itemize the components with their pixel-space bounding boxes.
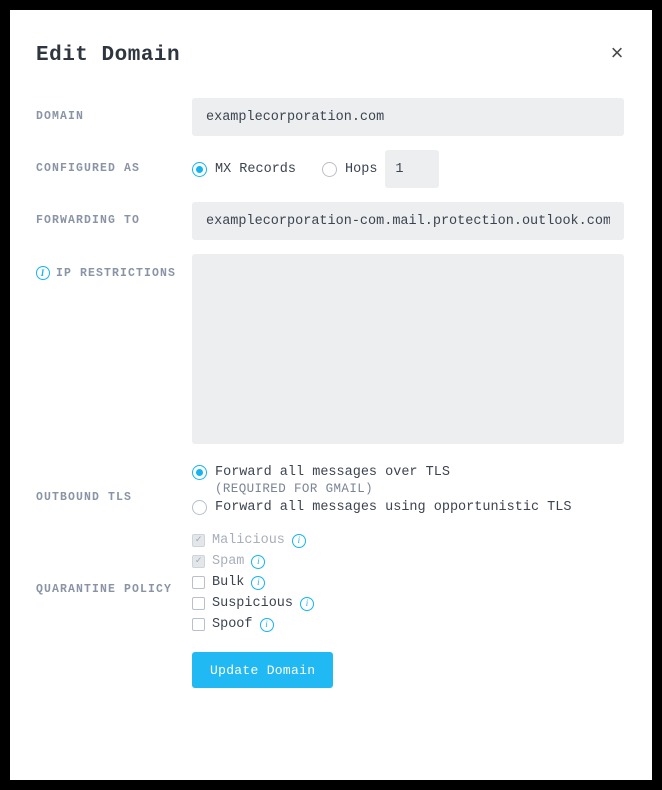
domain-field-wrap — [192, 98, 652, 136]
domain-label: DOMAIN — [36, 110, 85, 123]
info-icon[interactable]: i — [251, 555, 265, 569]
ip-restrictions-field-wrap — [192, 254, 652, 449]
info-icon[interactable]: i — [260, 618, 274, 632]
forwarding-to-field-wrap — [192, 202, 652, 240]
info-icon[interactable]: I — [36, 266, 50, 280]
info-icon[interactable]: i — [300, 597, 314, 611]
configured-as-label: CONFIGURED AS — [36, 162, 141, 175]
quarantine-policy-label: QUARANTINE POLICY — [36, 583, 173, 596]
checkbox-row-suspicious — [192, 596, 624, 611]
checkbox-spoof-label[interactable]: Spoof — [212, 617, 253, 632]
checkbox-row-spam — [192, 554, 624, 569]
checkbox-malicious — [192, 534, 205, 547]
checkbox-malicious-label: Malicious — [212, 533, 285, 548]
radio-hops[interactable] — [322, 162, 337, 177]
outbound-tls-row — [10, 463, 652, 517]
ip-restrictions-label — [10, 254, 192, 280]
outbound-tls-field-wrap — [192, 463, 652, 517]
domain-input[interactable] — [192, 98, 624, 136]
checkbox-bulk-label[interactable]: Bulk — [212, 575, 245, 590]
forwarding-to-input[interactable] — [192, 202, 624, 240]
submit-row — [10, 648, 652, 688]
hops-input[interactable] — [385, 150, 439, 188]
outbound-tls-note: (REQUIRED FOR GMAIL) — [215, 482, 374, 496]
checkbox-bulk[interactable] — [192, 576, 205, 589]
radio-mx-records-label[interactable]: MX Records — [215, 161, 297, 177]
checkbox-spam-label: Spam — [212, 554, 245, 569]
configured-as-field-wrap — [192, 150, 652, 188]
radio-tls-opportunistic[interactable] — [192, 500, 207, 515]
checkbox-suspicious[interactable] — [192, 597, 205, 610]
checkbox-spam — [192, 555, 205, 568]
ip-restrictions-row — [10, 254, 652, 449]
checkbox-row-malicious — [192, 533, 624, 548]
radio-tls-opportunistic-label[interactable]: Forward all messages using opportunistic TLS — [215, 500, 572, 515]
edit-domain-form — [10, 98, 652, 688]
ip-restrictions-input[interactable] — [192, 254, 624, 444]
quarantine-policy-row — [10, 531, 652, 638]
configured-as-row — [10, 150, 652, 188]
radio-tls-required[interactable] — [192, 465, 207, 480]
radio-tls-required-label[interactable]: Forward all messages over TLS — [215, 465, 450, 480]
radio-hops-label[interactable]: Hops — [345, 161, 378, 177]
info-icon[interactable]: i — [292, 534, 306, 548]
radio-mx-records[interactable] — [192, 162, 207, 177]
checkbox-spoof[interactable] — [192, 618, 205, 631]
info-icon[interactable]: i — [251, 576, 265, 590]
checkbox-suspicious-label[interactable]: Suspicious — [212, 596, 294, 611]
quarantine-policy-field-wrap — [192, 531, 652, 638]
checkbox-row-spoof — [192, 617, 624, 632]
forwarding-to-row — [10, 202, 652, 240]
domain-row — [10, 98, 652, 136]
close-icon[interactable]: × — [610, 40, 624, 65]
forwarding-to-label: FORWARDING TO — [36, 214, 141, 227]
checkbox-row-bulk — [192, 575, 624, 590]
update-domain-button[interactable]: Update Domain — [192, 652, 333, 688]
page-title: Edit Domain — [36, 44, 181, 67]
edit-domain-dialog — [10, 10, 652, 780]
ip-restrictions-label-text: IP RESTRICTIONS — [56, 266, 177, 280]
outbound-tls-label: OUTBOUND TLS — [36, 491, 133, 504]
